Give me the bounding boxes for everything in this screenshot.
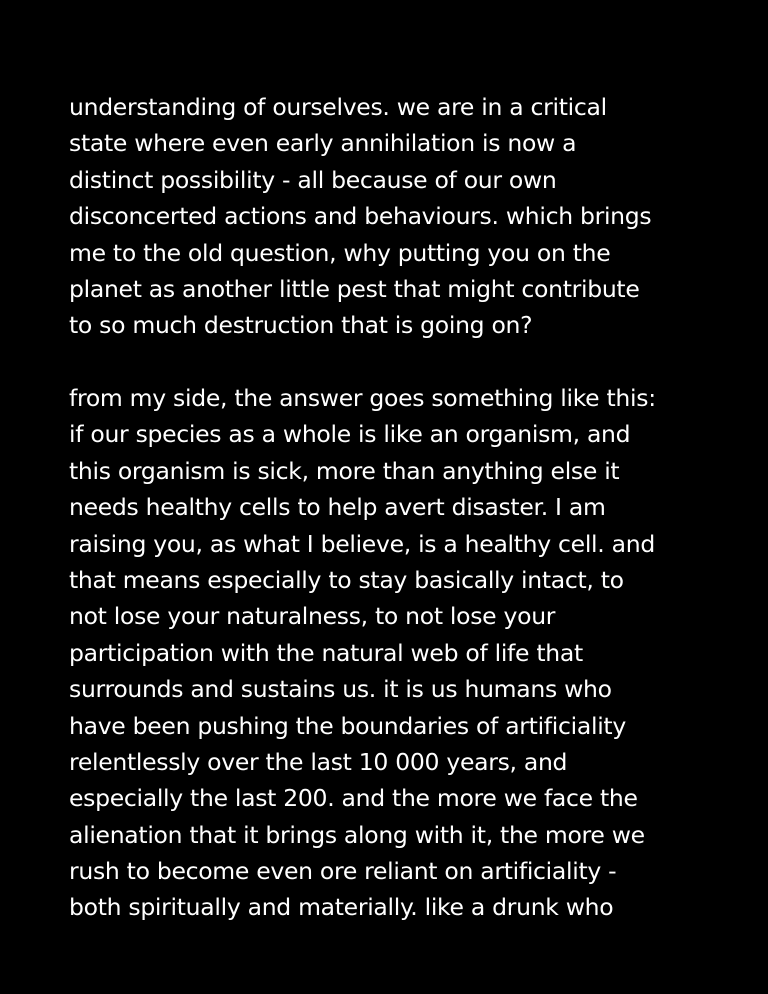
text-line: not lose your naturalness, to not lose your xyxy=(69,602,556,631)
text-line: disconcerted actions and behaviours. which brings xyxy=(69,202,652,231)
text-line: to so much destruction that is going on? xyxy=(69,311,533,340)
text-line: state where even early annihilation is now a xyxy=(69,129,577,158)
paragraph-2 xyxy=(69,380,749,926)
text-line: planet as another little pest that might contribute xyxy=(69,274,640,303)
text-line: have been pushing the boundaries of artificiality xyxy=(69,711,626,740)
text-line: needs healthy cells to help avert disaster. I am xyxy=(69,493,606,522)
text-line: relentlessly over the last 10 000 years, and xyxy=(69,747,568,776)
text-line: that means especially to stay basically intact, to xyxy=(69,565,624,594)
text-line: rush to become even ore reliant on artificiality - xyxy=(69,857,617,886)
text-line: surrounds and sustains us. it is us humans who xyxy=(69,675,612,704)
text-line: especially the last 200. and the more we face the xyxy=(69,784,638,813)
text-line: distinct possibility - all because of our own xyxy=(69,165,557,194)
text-line: me to the old question, why putting you on the xyxy=(69,238,611,267)
text-line: from my side, the answer goes something like this: xyxy=(69,384,656,412)
paragraph-1 xyxy=(69,89,749,344)
text-line: participation with the natural web of life that xyxy=(69,638,583,667)
text-line: understanding of ourselves. we are in a critical xyxy=(69,93,607,121)
text-line: raising you, as what I believe, is a healthy cell. and xyxy=(69,529,655,558)
text-line: both spiritually and materially. like a drunk who xyxy=(69,893,614,922)
text-line: this organism is sick, more than anything else it xyxy=(69,456,620,485)
text-line: alienation that it brings along with it, the more we xyxy=(69,820,645,849)
text-line: if our species as a whole is like an organism, and xyxy=(69,420,631,449)
